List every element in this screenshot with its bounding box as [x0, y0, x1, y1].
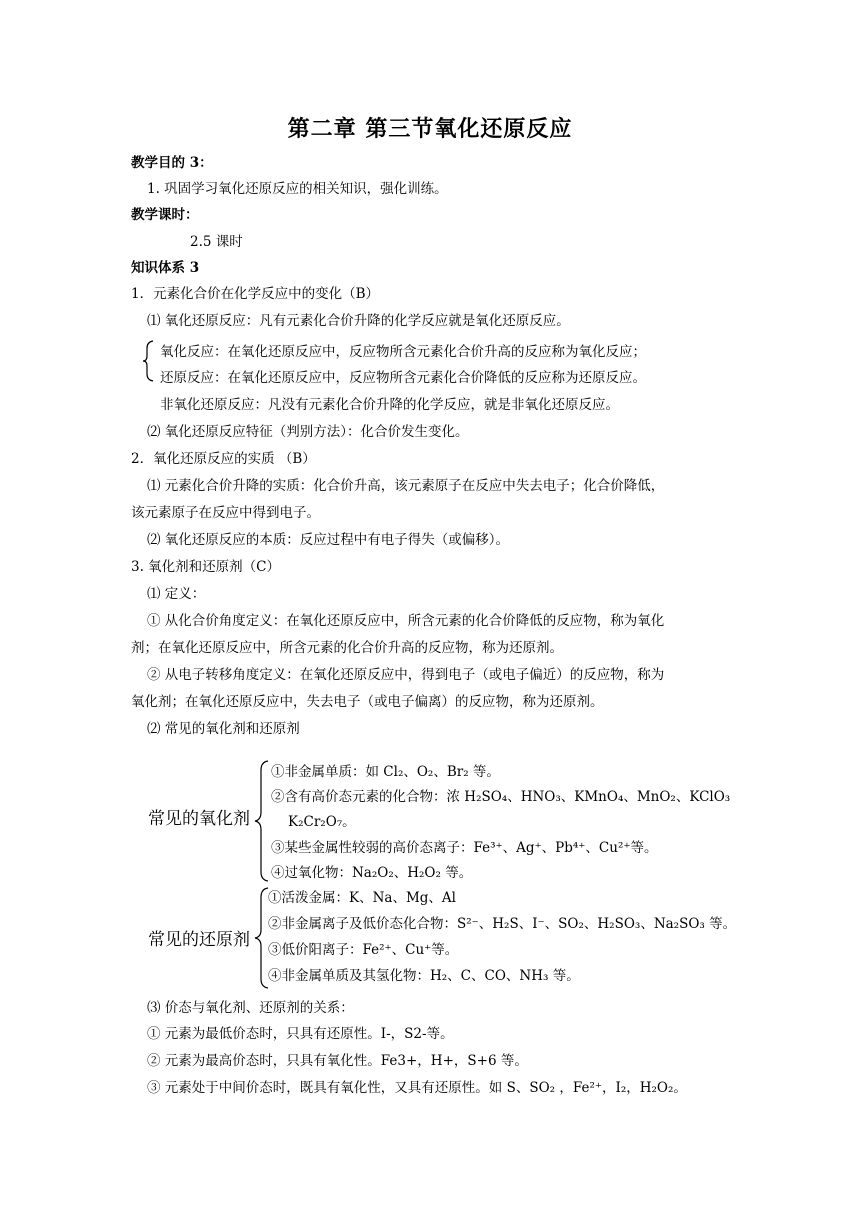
curly-brace-icon [254, 760, 270, 882]
section-1-item-1: ⑴ 氧化还原反应：凡有元素化合价升降的化学反应就是氧化还原反应。 [147, 313, 570, 329]
section-2-item-2: ⑵ 氧化还原反应的本质：反应过程中有电子得失（或偏移）。 [147, 532, 510, 548]
goal-item: 1. 巩固学习氧化还原反应的相关知识，强化训练。 [147, 181, 448, 197]
section-1-item-2: ⑵ 氧化还原反应特征（判别方法）：化合价发生变化。 [147, 424, 469, 440]
definition-valence-cont: 剂；在氧化还原反应中，所含元素的化合价升高的反应物，称为还原剂。 [131, 640, 563, 656]
oxidation-definition: 氧化反应：在氧化还原反应中，反应物所含元素化合价升高的反应称为氧化反应； [160, 344, 646, 360]
oxidant-item-2-cont: K₂Cr₂O₇。 [288, 814, 356, 830]
hours-heading: 教学课时： [131, 207, 199, 223]
oxidant-item-4: ④过氧化物：Na₂O₂、H₂O₂ 等。 [271, 865, 473, 881]
page-title: 第二章 第三节氧化还原反应 [287, 116, 573, 142]
oxidant-label: 常见的氧化剂 [148, 809, 250, 829]
system-heading: 知识体系 3 [131, 260, 200, 276]
section-2-item-1-cont: 该元素原子在反应中得到电子。 [131, 505, 320, 521]
relation-middle: ③ 元素处于中间价态时，既具有氧化性，又具有还原性。如 S、SO₂ ，Fe²⁺，I₂，H₂O₂。 [147, 1080, 687, 1096]
oxidant-item-3: ③某些金属性较弱的高价态离子：Fe³⁺、Ag⁺、Pb⁴⁺、Cu²⁺等。 [271, 840, 658, 856]
definition-electron-cont: 氧化剂；在氧化还原反应中，失去电子（或电子偏离）的反应物，称为还原剂。 [131, 694, 604, 710]
definition-valence: ① 从化合价角度定义：在氧化还原反应中，所含元素的化合价降低的反应物，称为氧化 [147, 613, 665, 629]
goal-heading: 教学目的 3： [131, 155, 213, 171]
section-3-item-3: ⑶ 价态与氧化剂、还原剂的关系： [147, 1000, 354, 1016]
section-3-title: 3. 氧化剂和还原剂（C） [131, 559, 281, 575]
reductant-item-1: ①活泼金属：K、Na、Mg、Al [268, 890, 456, 906]
curly-brace-icon [142, 340, 156, 382]
section-1-title: 1．元素化合价在化学反应中的变化（B） [131, 286, 380, 302]
reductant-label: 常见的还原剂 [148, 930, 250, 950]
reductant-item-4: ④非金属单质及其氢化物：H₂、C、CO、NH₃ 等。 [268, 968, 580, 984]
section-2-title: 2．氧化还原反应的实质 （B） [131, 451, 316, 467]
hours-value: 2.5 课时 [190, 234, 243, 250]
definition-electron: ② 从电子转移角度定义：在氧化还原反应中，得到电子（或电子偏近）的反应物，称为 [147, 667, 665, 683]
reductant-item-2: ②非金属离子及低价态化合物：S²⁻、H₂S、I⁻、SO₂、H₂SO₃、Na₂SO₃ 等。 [268, 916, 737, 932]
section-3-item-2: ⑵ 常见的氧化剂和还原剂 [147, 721, 300, 737]
non-redox-definition: 非氧化还原反应：凡没有元素化合价升降的化学反应，就是非氧化还原反应。 [160, 397, 619, 413]
oxidant-item-1: ①非金属单质：如 Cl₂、O₂、Br₂ 等。 [271, 764, 500, 780]
relation-lowest: ① 元素为最低价态时，只具有还原性。I-，S2-等。 [147, 1026, 454, 1042]
reductant-item-3: ③低价阳离子：Fe²⁺、Cu⁺等。 [268, 942, 459, 958]
section-3-item-1: ⑴ 定义： [147, 586, 206, 602]
relation-highest: ② 元素为最高价态时，只具有氧化性。Fe3+，H+，S+6 等。 [147, 1053, 528, 1069]
section-2-item-1: ⑴ 元素化合价升降的实质：化合价升高，该元素原子在反应中失去电子；化合价降低， [147, 478, 665, 494]
oxidant-item-2: ②含有高价态元素的化合物：浓 H₂SO₄、HNO₃、KMnO₄、MnO₂、KClO₃ [271, 789, 731, 805]
reduction-definition: 还原反应：在氧化还原反应中，反应物所含元素化合价降低的反应称为还原反应。 [160, 370, 646, 386]
